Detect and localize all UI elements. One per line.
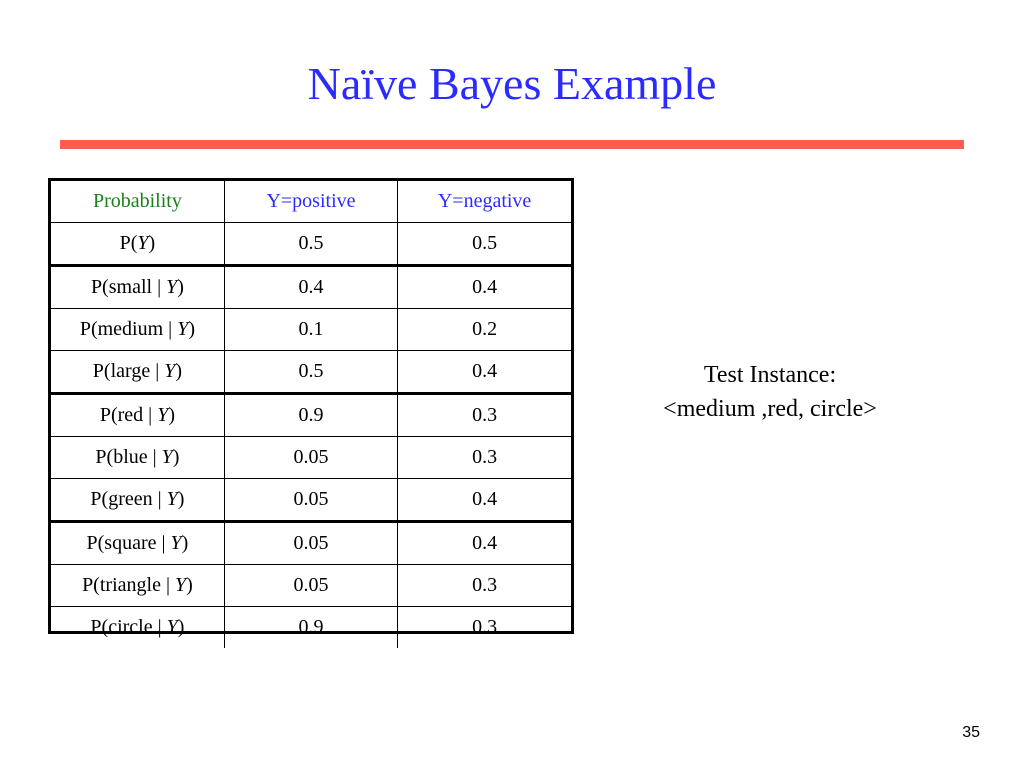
cell-positive: 0.5 <box>224 223 397 266</box>
row-label: P(triangle | Y) <box>51 565 224 607</box>
test-instance-value: <medium ,red, circle> <box>663 396 877 422</box>
table-row <box>51 394 571 437</box>
column-header-positive: Y=positive <box>224 181 397 223</box>
row-label: P(square | Y) <box>51 522 224 565</box>
cell-positive: 0.05 <box>224 437 397 479</box>
column-header-negative: Y=negative <box>398 181 571 223</box>
row-label: P(circle | Y) <box>51 607 224 649</box>
cell-positive: 0.4 <box>224 266 397 309</box>
cell-negative: 0.3 <box>398 565 571 607</box>
probability-table-container <box>48 178 574 638</box>
table-row <box>51 266 571 309</box>
table-row <box>51 522 571 565</box>
table-row <box>51 479 571 522</box>
cell-negative: 0.5 <box>398 223 571 266</box>
row-label: P(red | Y) <box>51 394 224 437</box>
table-row <box>51 223 571 266</box>
table-header-row <box>51 181 571 223</box>
probability-table <box>51 181 571 648</box>
row-label: P(small | Y) <box>51 266 224 309</box>
table-row <box>51 309 571 351</box>
cell-negative: 0.3 <box>398 394 571 437</box>
cell-negative: 0.4 <box>398 351 571 394</box>
cell-negative: 0.4 <box>398 266 571 309</box>
test-instance-label: Test Instance: <box>703 362 837 388</box>
page-number: 35 <box>962 724 980 741</box>
cell-negative: 0.3 <box>398 437 571 479</box>
cell-negative: 0.2 <box>398 309 571 351</box>
cell-positive: 0.5 <box>224 351 397 394</box>
row-label: P(Y) <box>51 223 224 266</box>
cell-negative: 0.3 <box>398 607 571 649</box>
table-row <box>51 607 571 649</box>
cell-negative: 0.4 <box>398 479 571 522</box>
cell-positive: 0.9 <box>224 607 397 649</box>
column-header-probability: Probability <box>51 181 224 223</box>
cell-positive: 0.05 <box>224 522 397 565</box>
cell-positive: 0.1 <box>224 309 397 351</box>
table-row <box>51 565 571 607</box>
table-row <box>51 437 571 479</box>
title-underline-rule <box>60 140 964 149</box>
slide-title: Naïve Bayes Example <box>307 58 717 109</box>
table-row <box>51 351 571 394</box>
cell-positive: 0.05 <box>224 565 397 607</box>
row-label: P(medium | Y) <box>51 309 224 351</box>
cell-negative: 0.4 <box>398 522 571 565</box>
row-label: P(green | Y) <box>51 479 224 522</box>
row-label: P(blue | Y) <box>51 437 224 479</box>
cell-positive: 0.05 <box>224 479 397 522</box>
row-label: P(large | Y) <box>51 351 224 394</box>
cell-positive: 0.9 <box>224 394 397 437</box>
test-instance <box>620 358 920 426</box>
